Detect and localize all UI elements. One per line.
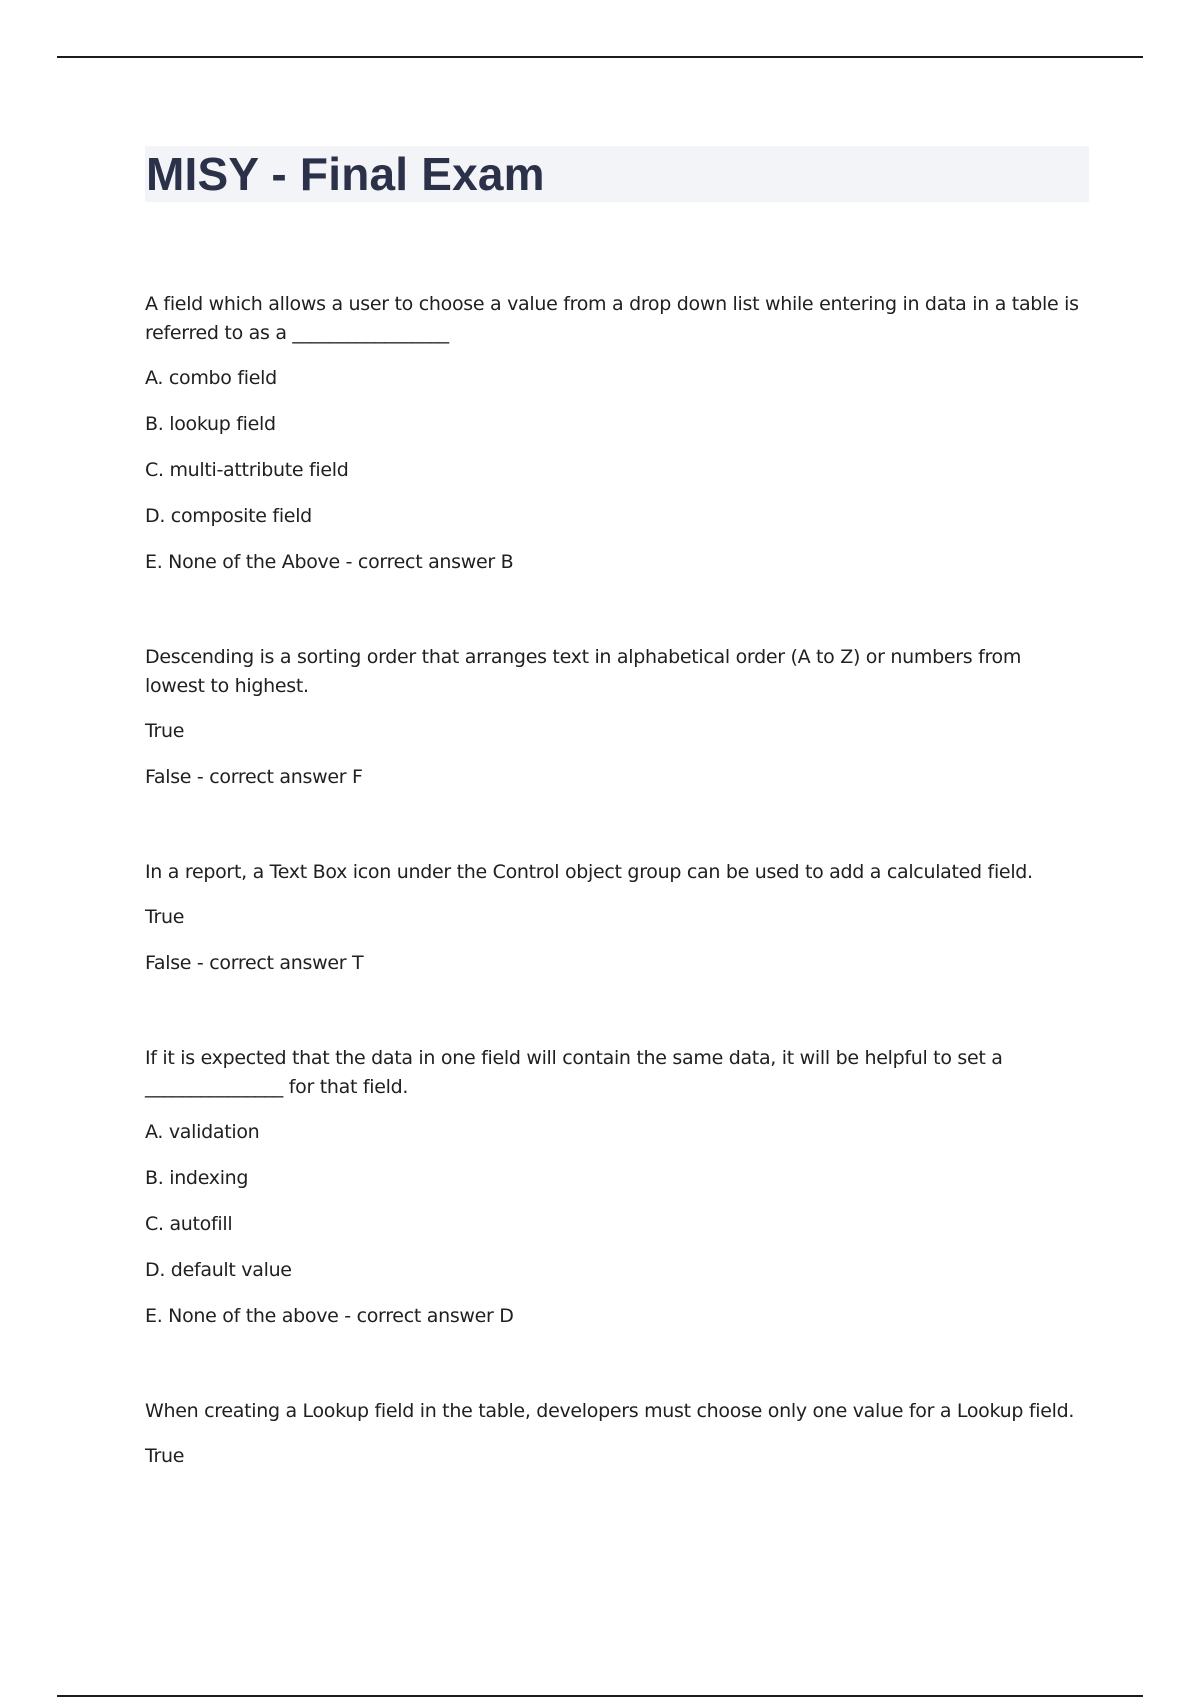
document-title: MISY - Final Exam: [146, 148, 545, 200]
answer-option: True: [145, 720, 185, 742]
answer-option: B. lookup field: [145, 413, 276, 435]
answer-option: False - correct answer F: [145, 766, 363, 788]
top-rule: [57, 56, 1143, 58]
answer-option: E. None of the above - correct answer D: [145, 1305, 514, 1327]
answer-option: False - correct answer T: [145, 952, 364, 974]
exam-content: [145, 290, 1085, 1537]
question-text: A field which allows a user to choose a value from a drop down list while entering in data in a table is referred to as a _________________: [145, 293, 1079, 344]
question-block: [145, 290, 1085, 577]
question-text: If it is expected that the data in one field will contain the same data, it will be helpful to set a _______________ for that field.: [145, 1047, 1003, 1098]
answer-option: True: [145, 906, 185, 928]
question-block: [145, 1044, 1085, 1331]
answer-option: C. multi-attribute field: [145, 459, 349, 481]
question-text: In a report, a Text Box icon under the Control object group can be used to add a calculated field.: [145, 861, 1033, 883]
answer-option: D. default value: [145, 1259, 292, 1281]
answer-option: D. composite field: [145, 505, 312, 527]
answer-option: B. indexing: [145, 1167, 249, 1189]
answer-option: E. None of the Above - correct answer B: [145, 551, 514, 573]
bottom-rule: [57, 1695, 1143, 1697]
answer-option: A. validation: [145, 1121, 260, 1143]
question-block: [145, 1397, 1085, 1471]
question-block: [145, 643, 1085, 792]
question-text: Descending is a sorting order that arranges text in alphabetical order (A to Z) or numbers from lowest to highest.: [145, 646, 1022, 697]
answer-option: A. combo field: [145, 367, 277, 389]
answer-option: True: [145, 1445, 185, 1467]
answer-option: C. autofill: [145, 1213, 233, 1235]
question-text: When creating a Lookup field in the table, developers must choose only one value for a Lookup field.: [145, 1400, 1075, 1422]
question-block: [145, 858, 1085, 978]
